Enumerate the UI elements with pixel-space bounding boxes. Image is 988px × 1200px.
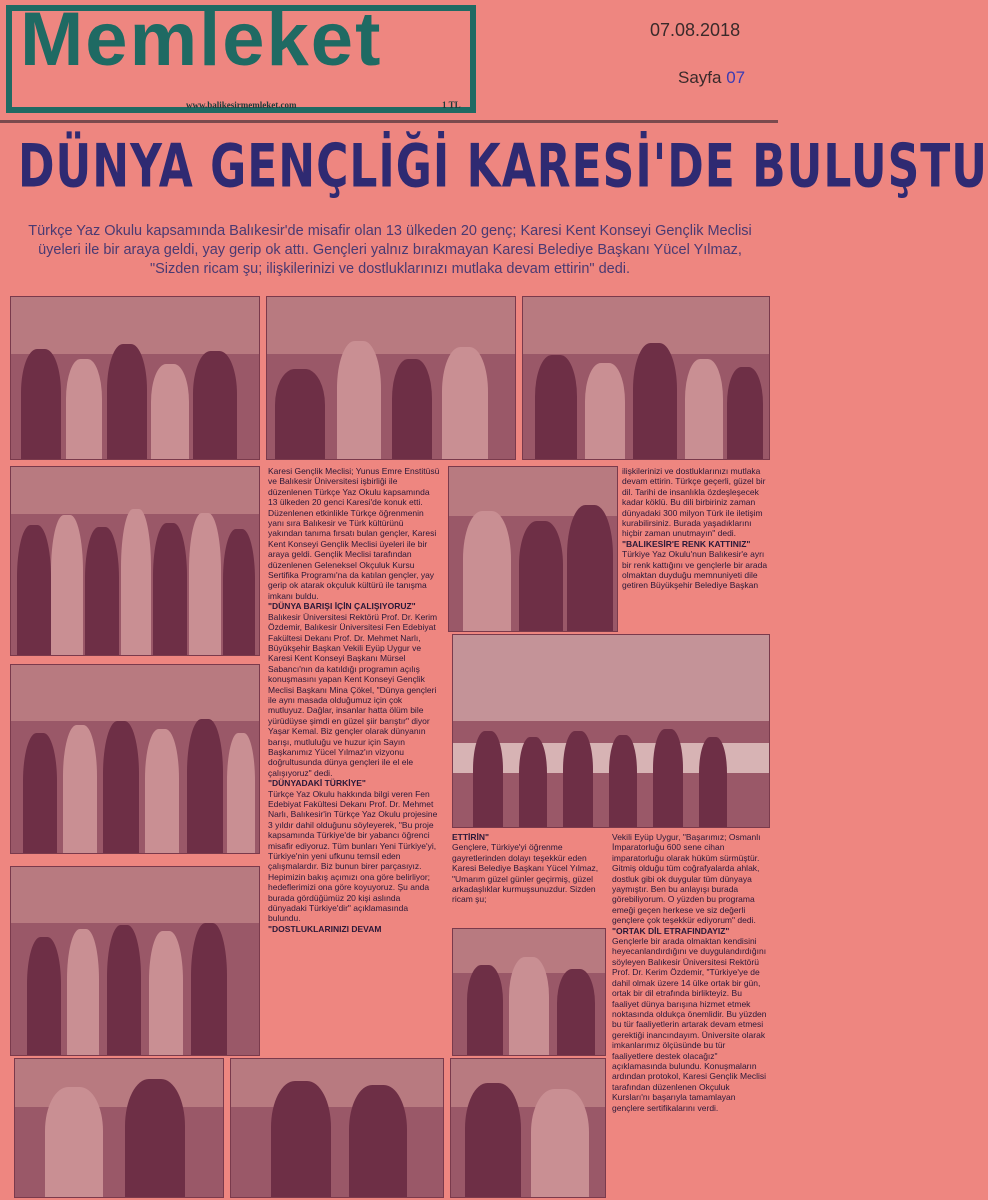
article-column-4 [612,832,768,1200]
column1-subheading-2: "DÜNYADAKİ TÜRKİYE" [268,778,366,789]
column4-paragraph-1: Vekili Eyüp Uygur, "Başarımız; Osmanlı İmparatorluğu 600 sene cihan imparatorluğu olarak hüküm sürmüştür. Gitmiş olduğu tüm coğrafyalarda ahlak, dostluk gibi ok duygular tüm dünyaya yaymıştır. Ben bu anlayışı burada görebiliyorum. O yüzden bu programa emeği geçen herkese ve siz değerli gençlere çok teşekkür ediyorum" dedi. [612,832,761,926]
article-column-2 [622,466,768,634]
headline: DÜNYA GENÇLİĞİ KARESİ'DE BULUŞTU [18,132,988,202]
column1-paragraph-3: Türkçe Yaz Okulu hakkında bilgi veren Fen Edebiyat Fakültesi Dekanı Prof. Dr. Mehmet Narlı, Balıkesir'in Türkçe Yaz Okulu projesine 3 yıldır dahil olduğunu söyleyerek, "Bu proje kapsamında Türkiye'de bir yabancı öğrenci misafir ediyoruz. Tüm bunları Yeni Türkiye'yi, Türkiye'nin yeni ufkunu temsil eden çalışmalardır. Biz bunun birer parçasıyız. Hepimizin bakış açımızı ona göre belirliyor; hedeflerimizi ona göre koyuyoruz. Şu anda burada gördüğümüz 20 kişi aslında dünyadaki Türkiye'dir" açıklamasında bulundu. [268,788,438,924]
photo-award-2 [230,1058,444,1198]
column3-paragraph: Gençlere, Türkiye'yi öğrenme gayretlerinden dolayı teşekkür eden Karesi Belediye Başkanı Yücel Yılmaz, "Umarım güzel günler geçirmiş, güzel arkadaşlıklar kurmuşsunuzdur. Sizden ricam şu; [452,842,599,905]
issue-price: 1 TL [442,100,461,110]
column2-subheading-1: "BALIKESİR'E RENK KATTINIZ" [622,538,751,549]
column4-paragraph-2: Gençlerle bir arada olmaktan kendisini heyecanlandırdığını ve duygulandırdığını söyleyen Balıkesir Üniversitesi Rektörü Prof. Dr. Kerim Özdemir, "Türkiye'ye de dahil olmak üzere 14 ülke ortak bir gün, ortak bir dil etrafında birlikteyiz. Bu faaliyet dünya barışına hizmet etmek noktasında oldukça önemlidir. Bu yüzden bu tür faaliyetlerin artarak devam etmesi gerektiği inancındayım. Üniversite olarak imkanlarımız ölçüsünde bu tür faaliyetlere destek olacağız" açıklamasında bulundu. Konuşmaların ardından protokol, Karesi Gençlik Meclisi tarafından düzenlenen Okçuluk Kursları'nı başarıyla tamamlayan gençlere sertifikalarını verdi. [612,936,767,1113]
photo-archery-demo [448,466,618,632]
column1-subheading-1: "DÜNYA BARIŞI İÇİN ÇALIŞIYORUZ" [268,601,416,612]
column1-paragraph-2: Balıkesir Üniversitesi Rektörü Prof. Dr. Kerim Özdemir, Balıkesir Üniversitesi Fen Edebiyat Fakültesi Dekanı Prof. Dr. Mehmet Narlı, Büyükşehir Başkan Vekili Eyüp Uygur ve Karesi Kent Konseyi Başkanı Mürsel Sabancı'nın da katıldığı programın açılış konuşmasını yapan Kent Konseyi Gençlik Meclisi Başkanı Mina Çökel, "Dünya gençleri ile aynı masada olduğumuz için çok mutluyuz. Dağlar, insanlar hatta ölüm bile yürüdüyse şimdi en güzel şiir barıştır" diyor Yaşar Kemal. Biz gençler olarak dünyanın barışı, mutluluğu ve huzur için Sayın Başkanımız Yücel Yılmaz'ın vizyonu doğrultusunda dünya gençleri ile el ele çalışıyoruz" dedi. [268,611,438,778]
lead-paragraph: Türkçe Yaz Okulu kapsamında Balıkesir'de misafir olan 13 ülkeden 20 genç; Karesi Kent Konseyi Gençlik Meclisi üyeleri ile bir araya geldi, yay gerip ok attı. Gençleri yalnız bırakmayan Karesi Belediye Başkanı Yücel Yılmaz, "Sizden ricam şu; ilişkilerinizi ve dostluklarınızı mutlaka devam ettirin" dedi. [28,223,752,277]
article-column-1 [268,466,440,1016]
photo-award-3 [450,1058,606,1198]
column2-paragraph-2: Türkiye Yaz Okulu'nun Balıkesir'e ayrı bir renk kattığını ve gençlerle bir arada olmaktan duyduğu memnuniyeti dile getiren Büyükşehir Belediye Başkan [622,549,768,591]
photo-archery-3 [522,296,770,460]
header-divider [0,120,778,123]
column1-subheading-3: "DOSTLUKLARINIZI DEVAM [268,923,382,934]
photo-archery-2 [266,296,516,460]
column4-subheading: "ORTAK DİL ETRAFINDAYIZ" [612,925,730,936]
page-number-value: 07 [726,68,746,87]
page-label: Sayfa [678,68,722,87]
newspaper-logo: Memleket [20,0,383,82]
article-column-3 [452,832,604,922]
photo-certificates-1 [10,664,260,854]
column3-subheading: ETTİRİN" [452,832,490,842]
photo-certificates-2 [10,866,260,1056]
column1-paragraph-1: Karesi Gençlik Meclisi; Yunus Emre Enstitüsü ve Balıkesir Üniversitesi işbirliği ile düzenlenen Türkçe Yaz Okulu kapsamında 13 ülkeden 20 genci Karesi'de konuk etti. Düzenlenen etkinlikle Türkçe öğrenmenin yanı sıra Balıkesir ve Türk kültürünü yakından tanıma fırsatı bulan gençler, Karesi Kent Konseyi Gençlik Meclisi üyeleri ile bir araya geldi. Gençlik Meclisi tarafından düzenlenen Geleneksel Okçuluk Kursu Sertifika Programı'na da katılan gençler, yay gerip ok atarak okçuluk kültürü ile tanışma imkanı buldu. [268,466,440,601]
photo-award-1 [14,1058,224,1198]
page-number [678,68,745,88]
issue-date: 07.08.2018 [650,20,741,40]
photo-archery-1 [10,296,260,460]
photo-archery-4 [452,928,606,1056]
photo-panel [452,634,770,828]
column2-paragraph-1: ilişkilerinizi ve dostluklarınızı mutlaka devam ettirin. Türkçe geçerli, güzel bir dil. Tarihi de insanlıkla özdeşleşecek kadar köklü. Bu dili birbiriniz zaman dünyadaki 300 milyon Türk ile iletişim kurabilirsiniz. Burada yaşadıklarını hiçbir zaman unutmayın" dedi. [622,466,766,539]
website-url: www.balikesirmemleket.com [186,100,297,110]
photo-group [10,466,260,656]
